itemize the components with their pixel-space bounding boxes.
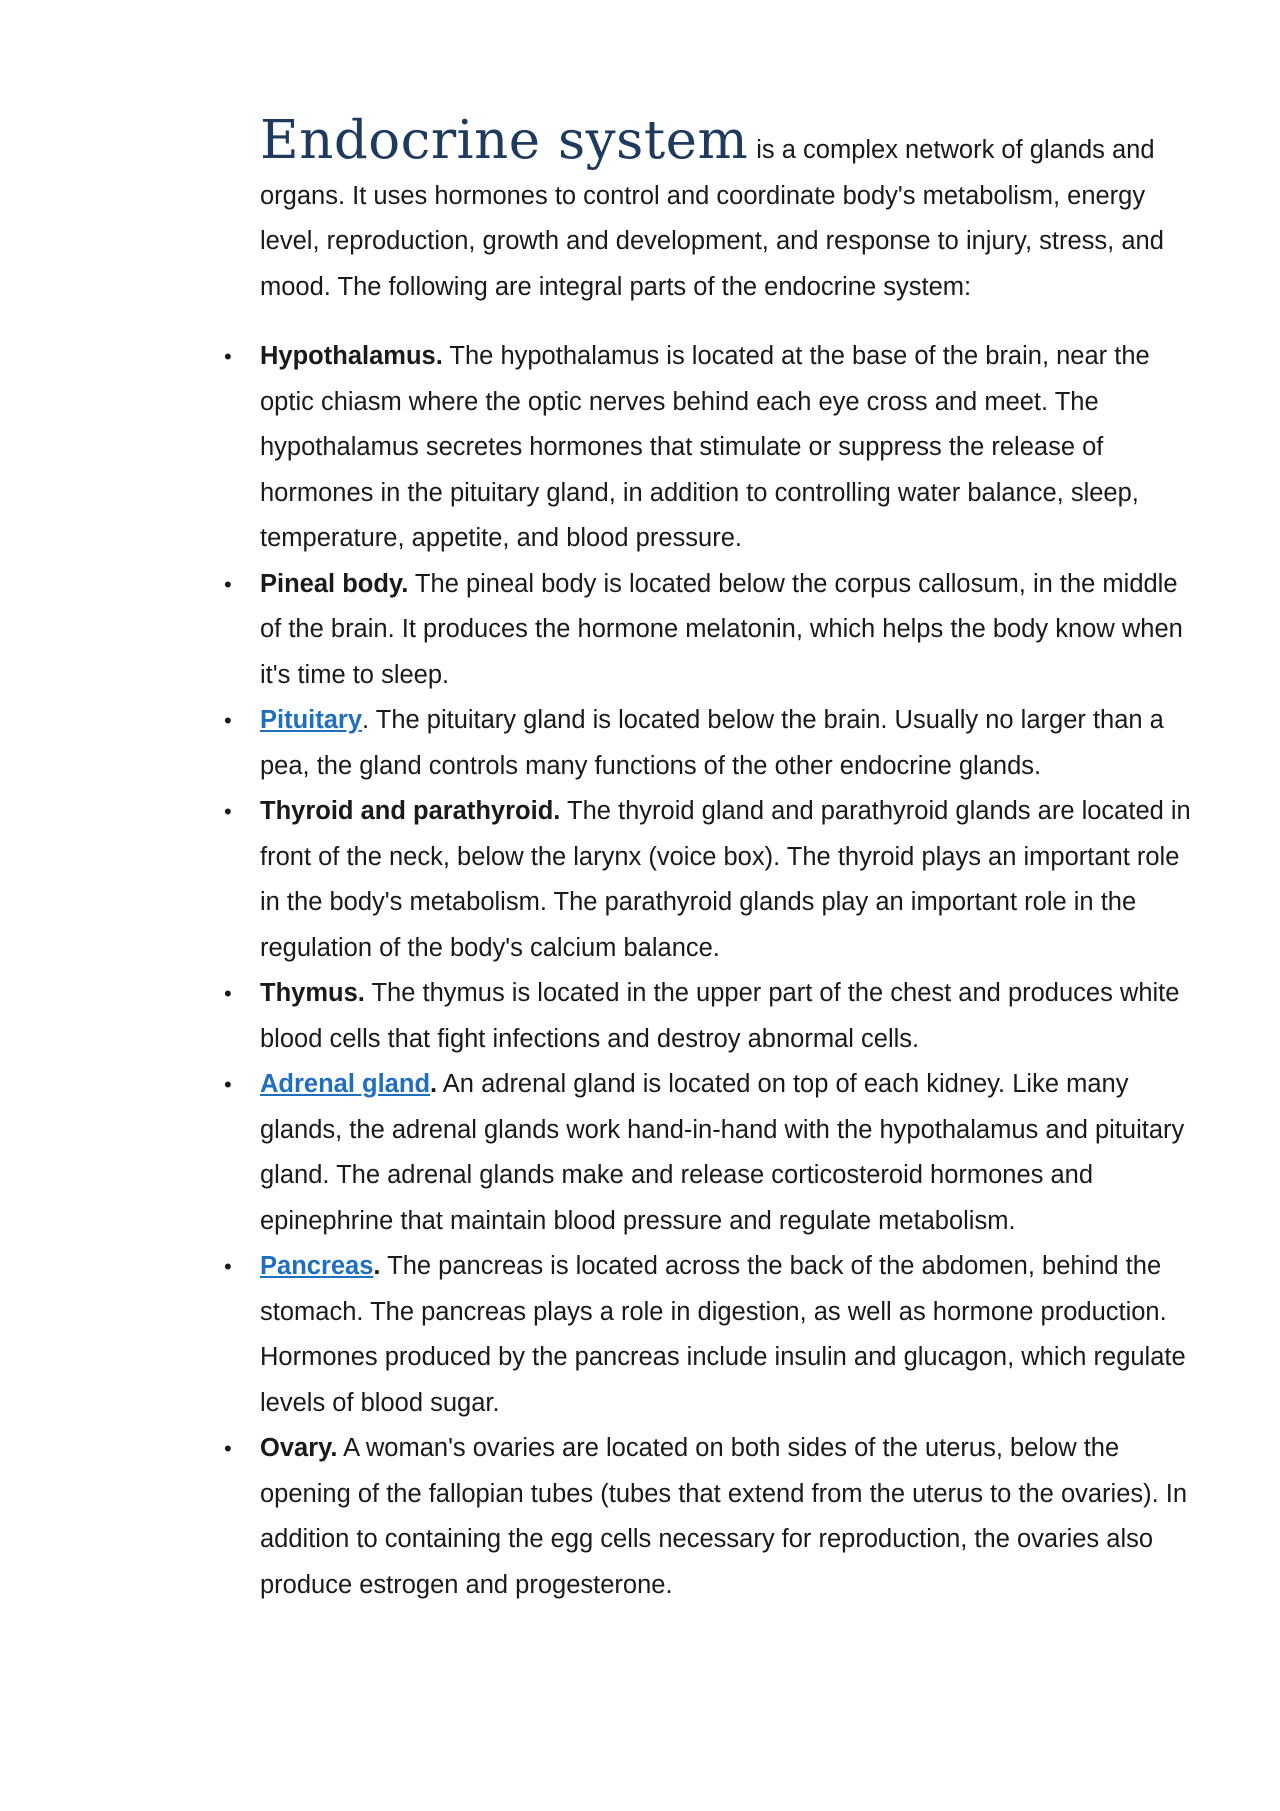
item-description: The thymus is located in the upper part of the chest and produces white blood cells that fight infections and destroy abnormal cells.: [260, 979, 1180, 1053]
bullet-icon: •: [224, 708, 232, 733]
term-punctuation: .: [373, 1252, 381, 1280]
item-description: The pineal body is located below the corpus callosum, in the middle of the brain. It produces the hormone melatonin, which helps the body know when it's time to sleep.: [260, 569, 1183, 689]
bullet-icon: •: [224, 344, 232, 369]
bullet-icon: •: [224, 1436, 232, 1461]
term-punctuation: .: [430, 1070, 438, 1098]
bullet-icon: •: [224, 981, 232, 1006]
item-description: A woman's ovaries are located on both sides of the uterus, below the opening of the fallopian tubes (tubes that extend from the uterus to the ovaries). In addition to containing the egg cells necessary for reproduction, the ovaries also produce estrogen and progesterone.: [260, 1434, 1188, 1599]
list-item: [224, 334, 1200, 562]
list-item: [224, 1426, 1200, 1608]
list-item: [224, 1062, 1200, 1244]
document-title: Endocrine system: [260, 110, 749, 171]
term-link[interactable]: Adrenal gland: [260, 1070, 431, 1098]
term-link[interactable]: Pituitary: [260, 706, 363, 734]
term-label: Thyroid and parathyroid.: [260, 797, 561, 825]
bullet-icon: •: [224, 571, 232, 597]
list-item: [224, 562, 1200, 699]
bullet-icon: •: [224, 1072, 232, 1097]
item-description: The pancreas is located across the back of the abdomen, behind the stomach. The pancreas plays a role in digestion, as well as hormone production. Hormones produced by the pancreas include insulin and glucagon, which regulate levels of blood sugar.: [260, 1252, 1186, 1417]
term-label: Thymus.: [260, 979, 365, 1007]
list-item: [224, 789, 1200, 971]
item-description: An adrenal gland is located on top of each kidney. Like many glands, the adrenal glands work hand-in-hand with the hypothalamus and pituitary gland. The adrenal glands make and release corticosteroid hormones and epinephrine that maintain blood pressure and regulate metabolism.: [260, 1070, 1185, 1235]
list-item: [224, 1244, 1200, 1426]
intro-text: is a complex network of glands and organs. It uses hormones to control and coordinate body's metabolism, energy level, reproduction, growth and development, and response to injury, stress, and mood. The following are integral parts of the endocrine system:: [260, 136, 1164, 301]
list-item: [224, 698, 1200, 789]
item-description: The thyroid gland and parathyroid glands are located in front of the neck, below the larynx (voice box). The thyroid plays an important role in the body's metabolism. The parathyroid glands play an important role in the regulation of the body's calcium balance.: [260, 797, 1191, 962]
intro-paragraph: [260, 110, 1200, 310]
term-label: Pineal body.: [260, 569, 409, 598]
item-description: The hypothalamus is located at the base of the brain, near the optic chiasm where the optic nerves behind each eye cross and meet. The hypothalamus secretes hormones that stimulate or suppress the release of hormones in the pituitary gland, in addition to controlling water balance, sleep, temperature, appetite, and blood pressure.: [260, 342, 1150, 552]
gland-list: [224, 334, 1200, 1608]
document-body: [224, 110, 1200, 1608]
term-label: Hypothalamus.: [260, 342, 443, 370]
term-label: Ovary.: [260, 1434, 338, 1462]
bullet-icon: •: [224, 799, 232, 824]
list-item: [224, 971, 1200, 1062]
bullet-icon: •: [224, 1254, 232, 1279]
item-description: . The pituitary gland is located below the brain. Usually no larger than a pea, the gland controls many functions of the other endocrine glands.: [260, 706, 1164, 780]
term-link[interactable]: Pancreas: [260, 1252, 374, 1280]
